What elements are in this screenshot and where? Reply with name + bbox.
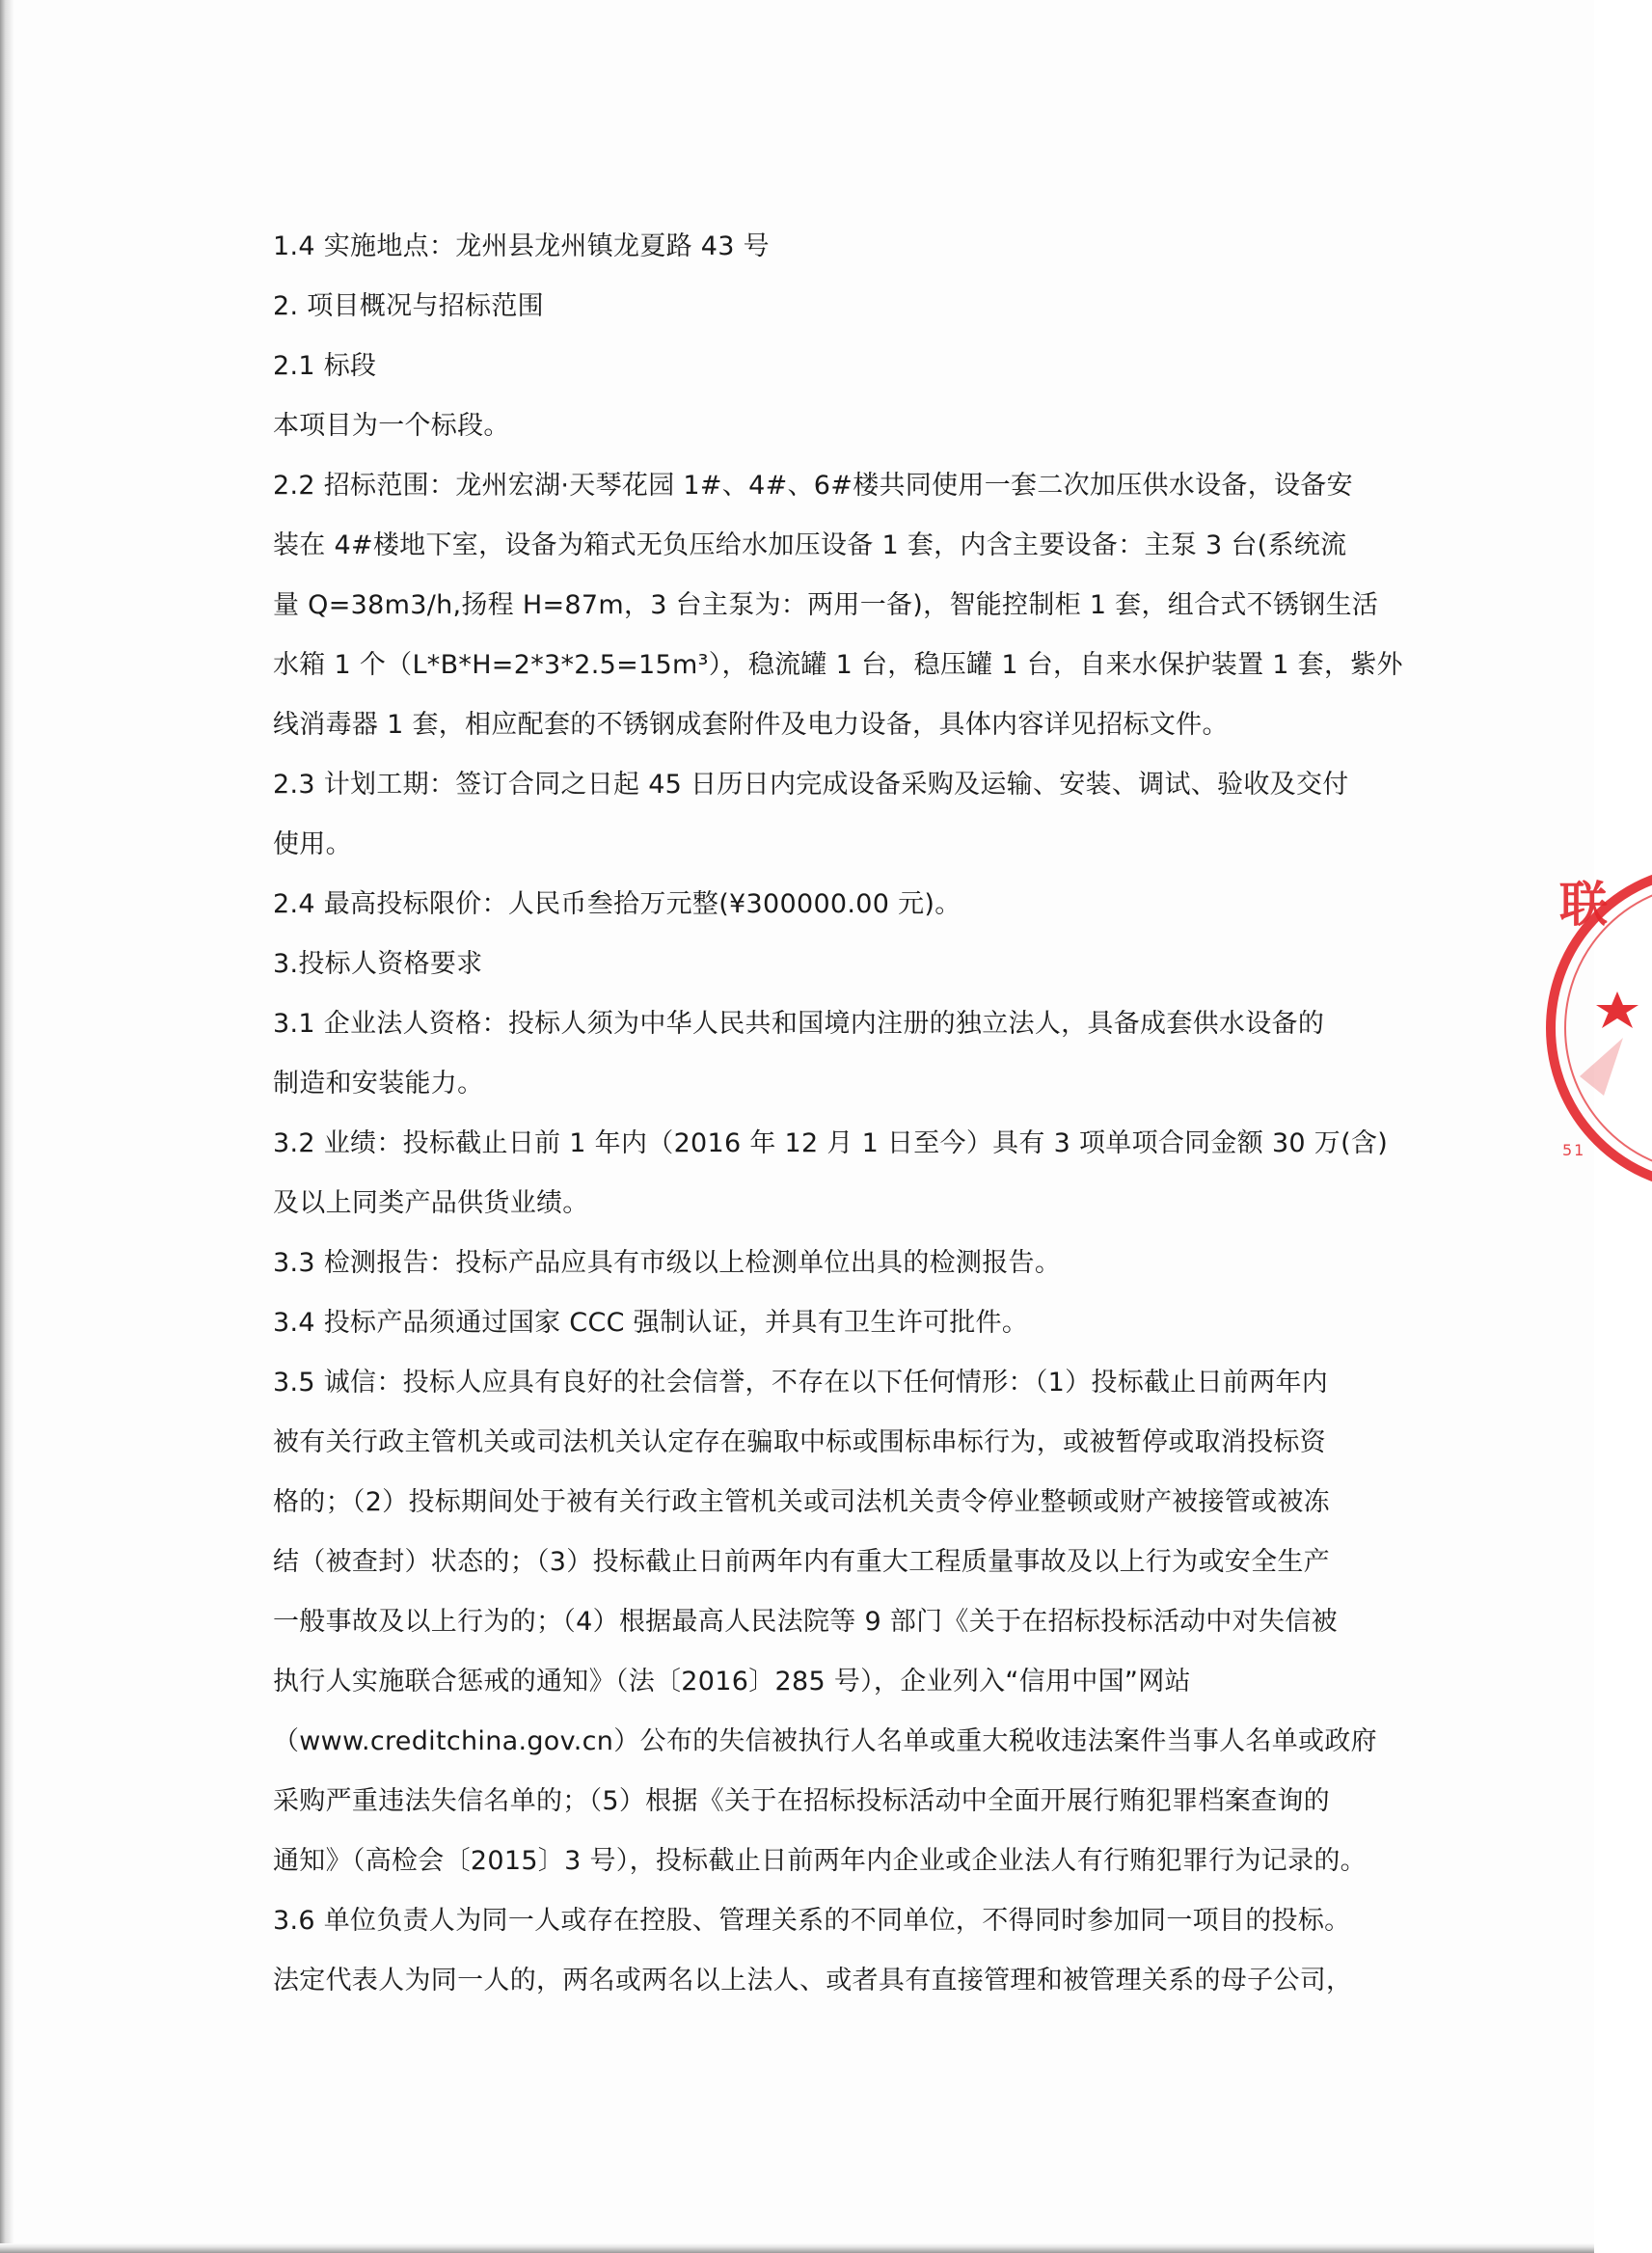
text-line: 执行人实施联合惩戒的通知》（法〔2016〕285 号），企业列入“信用中国”网站	[273, 1667, 1191, 1697]
text-line: 制造和安装能力。	[273, 1069, 484, 1099]
text-line: 及以上同类产品供货业绩。	[273, 1188, 589, 1218]
text-line: 3.投标人资格要求	[273, 949, 483, 979]
text-line: 装在 4#楼地下室，设备为箱式无负压给水加压设备 1 套，内含主要设备：主泵 3 台(系统流	[273, 530, 1347, 560]
text-line: 采购严重违法失信名单的；（5）根据《关于在招标投标活动中全面开展行贿犯罪档案查询的	[273, 1786, 1330, 1816]
text-line: 被有关行政主管机关或司法机关认定存在骗取中标或围标串标行为，或被暂停或取消投标资	[273, 1427, 1326, 1457]
text-line: 3.1 企业法人资格：投标人须为中华人民共和国境内注册的独立法人，具备成套供水设备的	[273, 1009, 1325, 1039]
text-line: 2.2 招标范围：龙州宏湖·天琴花园 1#、4#、6#楼共同使用一套二次加压供水设备，设备安	[273, 471, 1353, 501]
text-line: 使用。	[273, 829, 352, 859]
text-line: 结（被查封）状态的；（3）投标截止日前两年内有重大工程质量事故及以上行为或安全生产	[273, 1547, 1330, 1577]
text-line: 2.4 最高投标限价：人民币叁拾万元整(¥300000.00 元)。	[273, 889, 961, 919]
text-line: 2. 项目概况与招标范围	[273, 291, 544, 321]
text-line: 法定代表人为同一人的，两名或两名以上法人、或者具有直接管理和被管理关系的母子公司，	[273, 1966, 1353, 1995]
scan-edge-left	[0, 0, 14, 2253]
text-line: 3.4 投标产品须通过国家 CCC 强制认证，并具有卫生许可批件。	[273, 1308, 1029, 1338]
text-line: 量 Q=38m3/h,扬程 H=87m，3 台主泵为：两用一备)，智能控制柜 1 套，组合式不锈钢生活	[273, 590, 1379, 620]
text-line: 3.3 检测报告：投标产品应具有市级以上检测单位出具的检测报告。	[273, 1248, 1062, 1278]
text-line: 本项目为一个标段。	[273, 411, 510, 441]
text-line: 通知》（高检会〔2015〕3 号），投标截止日前两年内企业或企业法人有行贿犯罪行为记录的。	[273, 1846, 1367, 1876]
seal-character: 联	[1559, 876, 1608, 933]
text-line: 3.2 业绩：投标截止日前 1 年内（2016 年 12 月 1 日至今）具有 3 项单项合同金额 30 万(含)	[273, 1128, 1389, 1158]
text-line: 格的；（2）投标期间处于被有关行政主管机关或司法机关责令停业整顿或财产被接管或被冻	[273, 1487, 1330, 1517]
text-line: 水箱 1 个（L*B*H=2*3*2.5=15m³），稳流罐 1 台，稳压罐 1 台，自来水保护装置 1 套，紫外	[273, 650, 1403, 680]
scan-edge-bottom	[0, 2243, 1594, 2253]
text-line: 2.3 计划工期：签订合同之日起 45 日历日内完成设备采购及运输、安装、调试、验收及交付	[273, 770, 1349, 800]
text-line: （www.creditchina.gov.cn）公布的失信被执行人名单或重大税收违法案件当事人名单或政府	[273, 1726, 1377, 1756]
seal-digits: 51	[1562, 1141, 1586, 1159]
text-line: 3.6 单位负责人为同一人或存在控股、管理关系的不同单位，不得同时参加同一项目的投标。	[273, 1906, 1351, 1936]
text-line: 1.4 实施地点：龙州县龙州镇龙夏路 43 号	[273, 231, 770, 261]
text-line: 2.1 标段	[273, 351, 377, 381]
text-line: 线消毒器 1 套，相应配套的不锈钢成套附件及电力设备，具体内容详见招标文件。	[273, 710, 1229, 740]
text-line: 3.5 诚信：投标人应具有良好的社会信誉，不存在以下任何情形：（1）投标截止日前两年内	[273, 1368, 1329, 1398]
text-line: 一般事故及以上行为的；（4）根据最高人民法院等 9 部门《关于在招标投标活动中对失信被	[273, 1607, 1338, 1637]
